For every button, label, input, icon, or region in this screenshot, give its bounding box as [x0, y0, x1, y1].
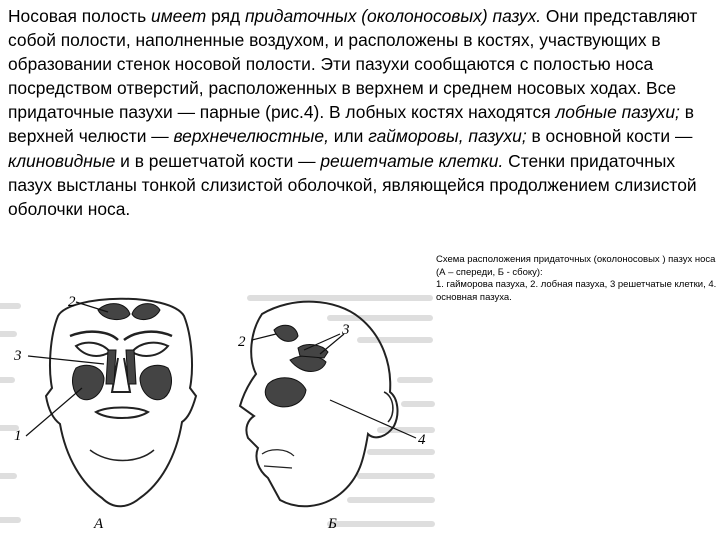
paragraph-text: и в решетчатой кости —: [115, 150, 321, 171]
side-view-sinuses: [265, 325, 328, 407]
paragraph-text: в основной кости —: [526, 126, 693, 147]
paragraph-italic-term: имеет: [151, 6, 207, 26]
front-marker-2: 2: [68, 294, 76, 310]
paragraph-italic-term: клиновидные: [8, 150, 116, 171]
side-marker-4: 4: [418, 432, 426, 448]
paragraph-italic-term: решетчатые клетки.: [320, 150, 504, 171]
front-view-sinuses: [73, 304, 172, 400]
side-marker-3: 3: [342, 322, 350, 338]
main-paragraph: [8, 4, 714, 221]
paragraph-italic-term: лобные пазухи;: [555, 102, 680, 123]
paragraph-text: или: [328, 126, 369, 147]
side-marker-2: 2: [238, 334, 246, 350]
front-view-head: [46, 299, 196, 507]
front-marker-1: 1: [14, 428, 22, 444]
paragraph-text: Они представляют собой полости, наполненные воздухом, и расположены в костях, участвующих в образовании стенок носовой полости. Эти пазухи сообщаются с полостью носа посредством отверстий, расположенных в верхнем и среднем носовых ходах. Все придаточные пазухи — парные (рис.4). В лобных костях находятся: [8, 6, 698, 123]
paragraph-italic-term: верхнечелюстные,: [173, 126, 329, 147]
figure-label-b: Б: [328, 516, 337, 532]
caption-legend: 1. гайморова пазуха, 2. лобная пазуха, 3 решетчатые клетки, 4. основная пазуха.: [436, 279, 717, 303]
paragraph-italic-term: гайморовы, пазухи;: [368, 126, 527, 147]
paragraph-text: в верхней челюсти —: [8, 102, 694, 147]
paragraph-italic-term: придаточных (околоносовых) пазух.: [244, 6, 542, 26]
front-marker-3: 3: [14, 348, 22, 364]
paragraph-text: ряд: [206, 6, 245, 26]
background-scan-texture: [0, 298, 432, 524]
paragraph-text: Носовая полость: [8, 6, 152, 26]
caption-title: Схема расположения придаточных (околоносовых ) пазух носа (А – спереди, Б - сбоку):: [436, 254, 716, 278]
paragraph-text: Стенки придаточных пазух выстланы тонкой слизистой оболочкой, являющейся продолжением слизистой оболочки носа.: [8, 150, 697, 219]
figure-label-a: А: [94, 516, 104, 532]
figure-caption: [436, 254, 718, 304]
sinus-illustration: [0, 288, 436, 540]
